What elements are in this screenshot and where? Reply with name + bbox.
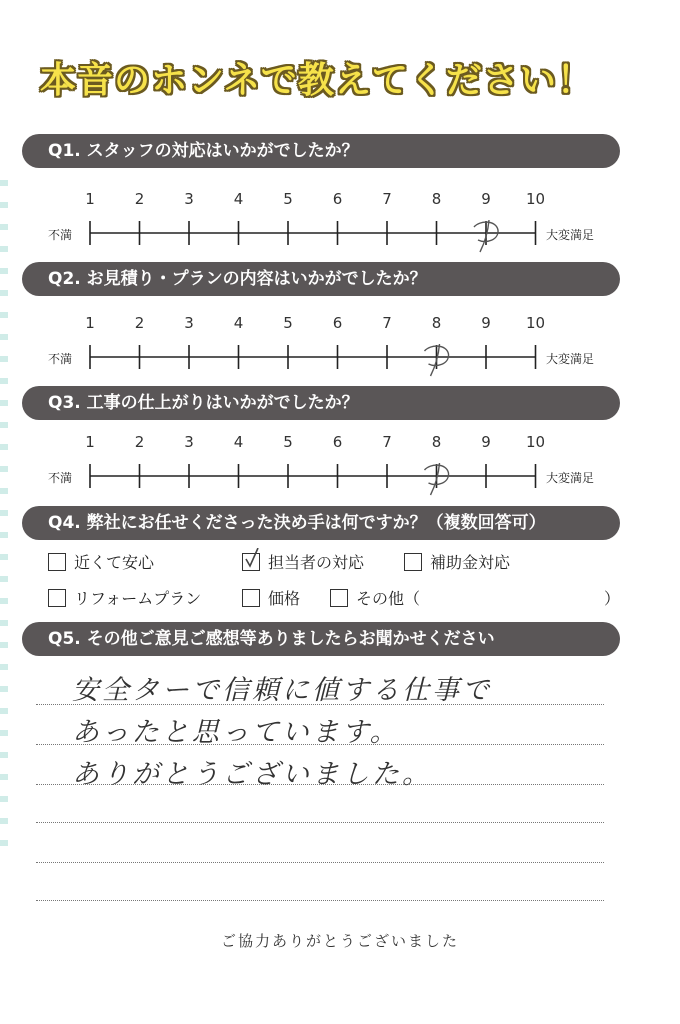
checkbox[interactable]: [48, 589, 66, 607]
option-subsidy[interactable]: [404, 550, 510, 573]
scale-number: 6: [332, 190, 343, 208]
scale-number: 4: [233, 314, 244, 332]
scale-number: 7: [382, 433, 392, 451]
option-label: 価格: [268, 589, 301, 608]
ruled-line: [36, 900, 604, 901]
handwritten-comment-line-1: 安全ターで信頼に値する仕事で: [72, 675, 492, 706]
handwritten-comment-line-2: あったと思っています。: [72, 717, 400, 748]
scale-number: 10: [525, 314, 546, 332]
scale-number: 1: [85, 314, 95, 332]
scale-line: [0, 314, 680, 384]
option-label: リフォームプラン: [74, 589, 202, 608]
scale-number: 4: [233, 433, 244, 451]
rating-scale-q2: [0, 314, 680, 384]
checkbox[interactable]: [242, 589, 260, 607]
handwritten-comment-line-3: ありがとうございました。: [72, 759, 432, 790]
option-staff-response[interactable]: [242, 550, 364, 573]
question-4-bar: Q4. 弊社にお任せくださった決め手は何ですか？（複数回答可）: [22, 506, 620, 540]
scale-number: 2: [134, 314, 145, 332]
scale-number: 4: [233, 190, 244, 208]
option-reform-plan[interactable]: [48, 586, 201, 609]
scale-number: 6: [332, 433, 343, 451]
scale-line: [0, 190, 680, 260]
scale-high-label: 大変満足: [546, 352, 595, 366]
footer-thanks: ご協力ありがとうございました: [220, 932, 459, 950]
left-edge-decoration: [0, 180, 8, 860]
ruled-line: [36, 862, 604, 863]
scale-number: 8: [431, 314, 442, 332]
scale-line: [0, 433, 680, 503]
option-price[interactable]: [242, 586, 300, 609]
scale-number: 7: [382, 190, 392, 208]
checkbox[interactable]: [242, 553, 260, 571]
scale-number: 2: [134, 433, 145, 451]
scale-number: 6: [332, 314, 343, 332]
scale-number: 1: [85, 433, 95, 451]
scale-number: 3: [184, 433, 194, 451]
question-5-bar: Q5. その他ご意見ご感想等ありましたらお聞かせください: [22, 622, 620, 656]
scale-number: 3: [184, 190, 194, 208]
check-mark-icon: [243, 548, 261, 570]
scale-number: 3: [184, 314, 194, 332]
scale-high-label: 大変満足: [546, 471, 595, 485]
scale-number: 2: [134, 190, 145, 208]
scale-low-label: 不満: [48, 228, 73, 242]
option-other[interactable]: [330, 586, 420, 609]
question-1-bar: Q1. スタッフの対応はいかがでしたか？: [22, 134, 620, 168]
checkbox[interactable]: [404, 553, 422, 571]
other-close-paren: ）: [604, 589, 621, 608]
scale-number: 10: [525, 433, 546, 451]
scale-number: 8: [431, 433, 442, 451]
scale-low-label: 不満: [48, 471, 73, 485]
option-near-safe[interactable]: [48, 550, 154, 573]
scale-low-label: 不満: [48, 352, 73, 366]
scale-number: 9: [481, 190, 491, 208]
rating-scale-q3: [0, 433, 680, 503]
scale-number: 9: [481, 433, 491, 451]
scale-number: 10: [525, 190, 546, 208]
option-label: 補助金対応: [430, 553, 511, 572]
scale-number: 5: [283, 190, 293, 208]
option-label: 担当者の対応: [268, 553, 365, 572]
scale-number: 8: [431, 190, 442, 208]
scale-number: 5: [283, 433, 293, 451]
checkbox[interactable]: [330, 589, 348, 607]
page-title: 本音のホンネで教えてください！: [40, 60, 594, 101]
scale-number: 5: [283, 314, 293, 332]
scale-number: 1: [85, 190, 95, 208]
question-2-bar: Q2. お見積り・プランの内容はいかがでしたか？: [22, 262, 620, 296]
scale-high-label: 大変満足: [546, 228, 595, 242]
scale-number: 9: [481, 314, 491, 332]
scale-number: 7: [382, 314, 392, 332]
checkbox[interactable]: [48, 553, 66, 571]
question-3-bar: Q3. 工事の仕上がりはいかがでしたか？: [22, 386, 620, 420]
option-label: 近くて安心: [74, 553, 155, 572]
rating-scale-q1: [0, 190, 680, 260]
option-label: その他（: [356, 589, 421, 608]
ruled-line: [36, 822, 604, 823]
